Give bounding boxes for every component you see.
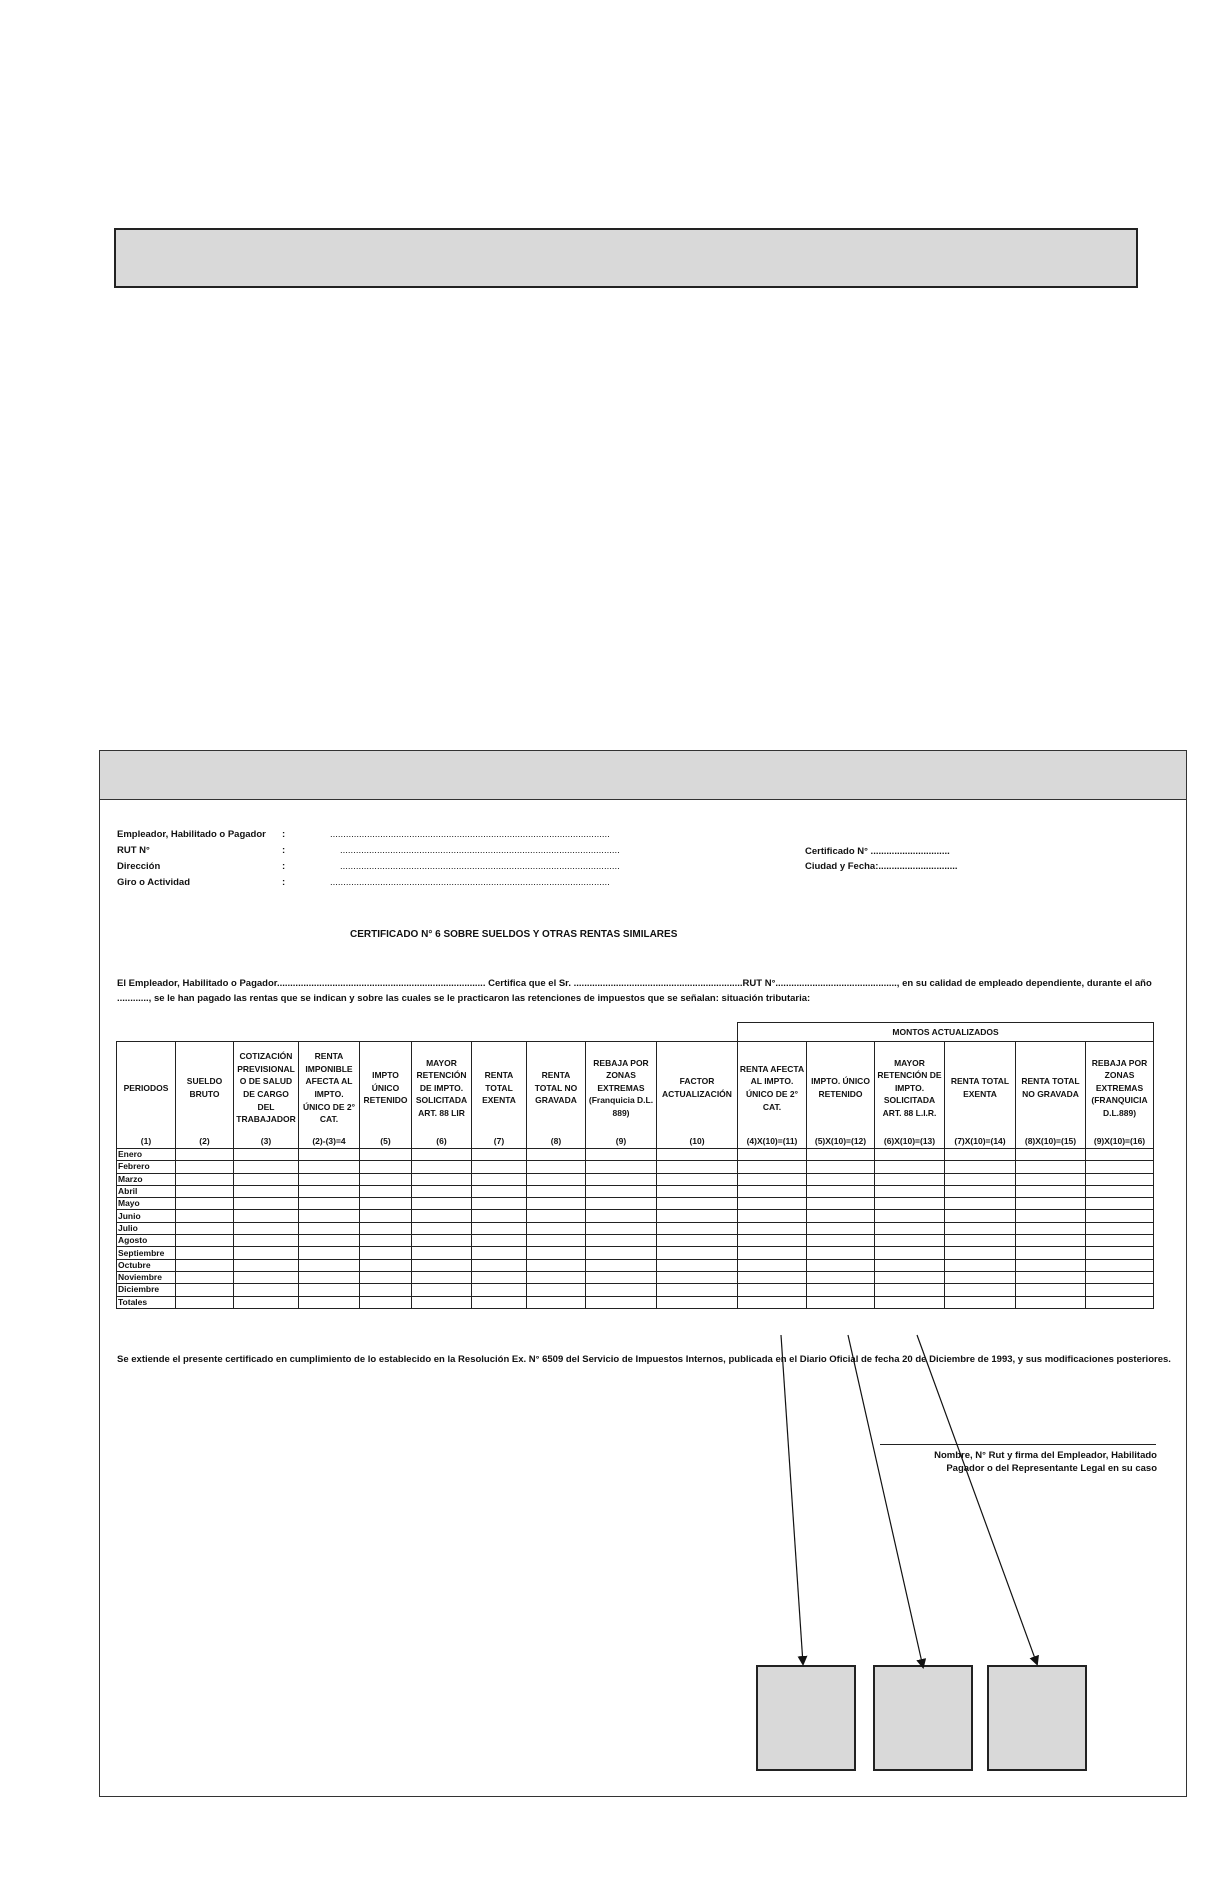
column-number: (7) [472, 1134, 527, 1149]
city-date-field: Ciudad y Fecha:.............................. [805, 861, 958, 872]
intro-line-1: El Empleador, Habilitado o Pagador............................................................................... Certifica que el Sr. ................................................................RUT N°.............................................., en su calidad de empleado dependiente, durante el año [117, 978, 1152, 989]
address-label: Dirección [117, 861, 161, 872]
period-cell: Octubre [117, 1259, 176, 1271]
address-blank: .......................................................................................................... [340, 861, 620, 872]
period-cell: Noviembre [117, 1271, 176, 1283]
arrow-to-box-3 [917, 1335, 1037, 1664]
column-header: RENTA TOTAL EXENTA [472, 1042, 527, 1135]
signature-caption-line-1: Nombre, N° Rut y firma del Empleador, Habilitado [934, 1450, 1157, 1461]
period-cell: Junio [117, 1210, 176, 1222]
column-header: PERIODOS [117, 1042, 176, 1135]
column-header: FACTOR ACTUALIZACIÓN [657, 1042, 738, 1135]
column-number: (5) [360, 1134, 412, 1149]
column-header: MAYOR RETENCIÓN DE IMPTO. SOLICITADA ART. 88 L.I.R. [875, 1042, 945, 1135]
column-number: (3) [234, 1134, 299, 1149]
column-header: RENTA TOTAL NO GRAVADA [1016, 1042, 1086, 1135]
period-cell: Enero [117, 1149, 176, 1161]
column-number: (8) [527, 1134, 586, 1149]
employer-separator: : [282, 829, 286, 840]
column-number: (2) [176, 1134, 234, 1149]
group-header: MONTOS ACTUALIZADOS [738, 1023, 1154, 1042]
signature-caption-line-2: Pagador o del Representante Legal en su caso [946, 1463, 1157, 1474]
address-separator: : [282, 861, 286, 872]
column-header: SUELDO BRUTO [176, 1042, 234, 1135]
activity-separator: : [282, 877, 286, 888]
period-cell: Septiembre [117, 1247, 176, 1259]
period-cell: Totales [117, 1296, 176, 1308]
column-number: (6) [412, 1134, 472, 1149]
period-cell: Mayo [117, 1198, 176, 1210]
column-number: (5)X(10)=(12) [807, 1134, 875, 1149]
intro-line-2: ............, se le han pagado las rentas que se indican y sobre las cuales se le practicaron las retenciones de impuestos que se señalan: situación tributaria: [117, 993, 811, 1004]
column-header: MAYOR RETENCIÓN DE IMPTO. SOLICITADA ART. 88 LIR [412, 1042, 472, 1135]
column-number: (7)X(10)=(14) [945, 1134, 1016, 1149]
employer-blank: .......................................................................................................... [330, 829, 610, 840]
period-cell: Agosto [117, 1235, 176, 1247]
rut-separator: : [282, 845, 286, 856]
column-header: RENTA IMPONIBLE AFECTA AL IMPTO. ÚNICO DE 2° CAT. [299, 1042, 360, 1135]
rut-label: RUT N° [117, 845, 150, 856]
rut-blank: .......................................................................................................... [340, 845, 620, 856]
column-header: RENTA TOTAL NO GRAVADA [527, 1042, 586, 1135]
employer-label: Empleador, Habilitado o Pagador [117, 829, 266, 840]
column-number: (2)-(3)=4 [299, 1134, 360, 1149]
period-cell: Marzo [117, 1173, 176, 1185]
column-header: RENTA AFECTA AL IMPTO. ÚNICO DE 2° CAT. [738, 1042, 807, 1135]
column-number: (4)X(10)=(11) [738, 1134, 807, 1149]
period-cell: Julio [117, 1222, 176, 1234]
column-header: REBAJA POR ZONAS EXTREMAS (FRANQUICIA D.L.889) [1086, 1042, 1154, 1135]
period-cell: Diciembre [117, 1284, 176, 1296]
column-number: (9)X(10)=(16) [1086, 1134, 1154, 1149]
legal-footer-note: Se extiende el presente certificado en cumplimiento de lo establecido en la Resolución Ex. N° 6509 del Servicio de Impuestos Internos, publicada en el Diario Oficial de fecha 20 de Diciembre de 1993, y sus modificaciones posteriores. [117, 1354, 1171, 1365]
column-header: IMPTO. ÚNICO RETENIDO [807, 1042, 875, 1135]
column-header: COTIZACIÓN PREVISIONAL O DE SALUD DE CARGO DEL TRABAJADOR [234, 1042, 299, 1135]
column-header: IMPTO ÚNICO RETENIDO [360, 1042, 412, 1135]
period-cell: Febrero [117, 1161, 176, 1173]
activity-blank: .......................................................................................................... [330, 877, 610, 888]
arrow-to-box-1 [781, 1335, 803, 1664]
column-number: (9) [586, 1134, 657, 1149]
arrow-to-box-2 [848, 1335, 923, 1667]
column-header: RENTA TOTAL EXENTA [945, 1042, 1016, 1135]
column-header: REBAJA POR ZONAS EXTREMAS (Franquicia D.L. 889) [586, 1042, 657, 1135]
activity-label: Giro o Actividad [117, 877, 191, 888]
column-number: (8)X(10)=(15) [1016, 1134, 1086, 1149]
certificate-number-field: Certificado N° .............................. [805, 846, 950, 857]
column-number: (10) [657, 1134, 738, 1149]
period-cell: Abril [117, 1185, 176, 1197]
column-number: (1) [117, 1134, 176, 1149]
column-number: (6)X(10)=(13) [875, 1134, 945, 1149]
document-title: CERTIFICADO N° 6 SOBRE SUELDOS Y OTRAS RENTAS SIMILARES [350, 929, 678, 940]
